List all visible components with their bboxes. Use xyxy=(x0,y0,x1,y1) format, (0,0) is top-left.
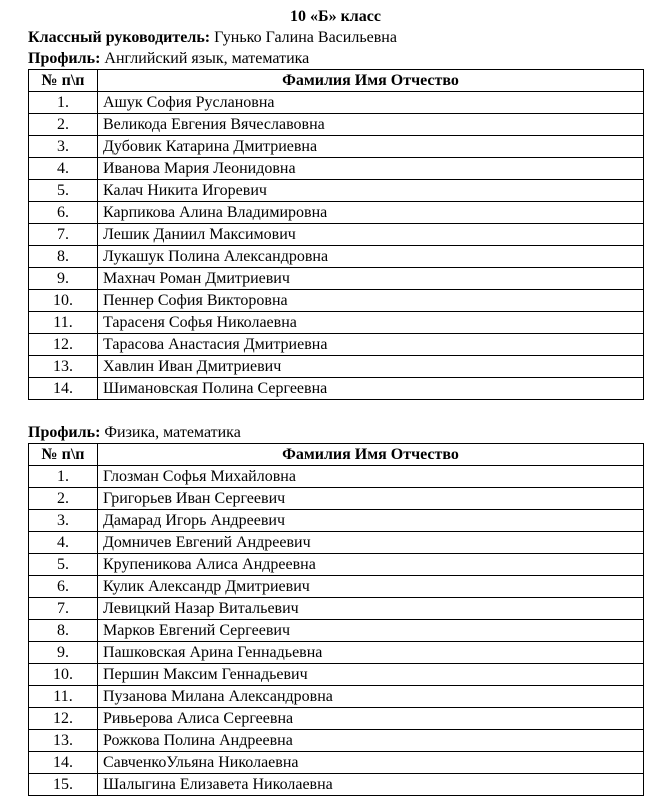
table-row xyxy=(29,488,644,510)
profile-label: Профиль: xyxy=(28,50,101,67)
table-row xyxy=(29,92,644,114)
row-number: 13. xyxy=(29,730,98,752)
table-row xyxy=(29,686,644,708)
class-teacher-label: Классный руководитель: xyxy=(28,29,211,46)
row-number: 7. xyxy=(29,598,98,620)
table-header-row xyxy=(29,70,644,92)
student-name: Хавлин Иван Дмитриевич xyxy=(98,356,644,378)
table-row xyxy=(29,246,644,268)
table-row xyxy=(29,730,644,752)
table-row xyxy=(29,510,644,532)
row-number: 1. xyxy=(29,466,98,488)
student-name: Ривьерова Алиса Сергеевна xyxy=(98,708,644,730)
row-number: 11. xyxy=(29,686,98,708)
student-name: Дубовик Катарина Дмитриевна xyxy=(98,136,644,158)
row-number: 3. xyxy=(29,136,98,158)
row-number: 3. xyxy=(29,510,98,532)
row-number: 6. xyxy=(29,576,98,598)
table-row xyxy=(29,576,644,598)
table-row xyxy=(29,708,644,730)
student-name: Дамарад Игорь Андреевич xyxy=(98,510,644,532)
row-number: 5. xyxy=(29,180,98,202)
student-name: Шимановская Полина Сергеевна xyxy=(98,378,644,400)
student-name: Великода Евгения Вячеславовна xyxy=(98,114,644,136)
student-table-2 xyxy=(28,443,644,796)
row-number: 4. xyxy=(29,532,98,554)
row-number: 5. xyxy=(29,554,98,576)
row-number: 15. xyxy=(29,774,98,796)
column-header-number: № п\п xyxy=(29,70,98,92)
column-header-number: № п\п xyxy=(29,444,98,466)
student-table-2-body xyxy=(29,466,644,796)
table-row xyxy=(29,158,644,180)
student-name: Рожкова Полина Андреевна xyxy=(98,730,644,752)
student-name: Шалыгина Елизавета Николаевна xyxy=(98,774,644,796)
student-name: СавченкоУльяна Николаевна xyxy=(98,752,644,774)
section-gap xyxy=(28,400,643,422)
student-name: Крупеникова Алиса Андреевна xyxy=(98,554,644,576)
table-row xyxy=(29,224,644,246)
document-page xyxy=(28,7,643,796)
student-name: Першин Максим Геннадьевич xyxy=(98,664,644,686)
profile-label: Профиль: xyxy=(28,424,101,441)
table-row xyxy=(29,312,644,334)
profile-value: Физика, математика xyxy=(100,424,241,441)
row-number: 8. xyxy=(29,246,98,268)
student-name: Ашук София Руслановна xyxy=(98,92,644,114)
row-number: 9. xyxy=(29,268,98,290)
class-title: 10 «Б» класс xyxy=(290,8,381,25)
student-table-1-body xyxy=(29,92,644,400)
profile-value: Английский язык, математика xyxy=(100,50,310,67)
student-name: Пеннер София Викторовна xyxy=(98,290,644,312)
row-number: 12. xyxy=(29,334,98,356)
student-name: Пузанова Милана Александровна xyxy=(98,686,644,708)
table-row xyxy=(29,268,644,290)
table-row xyxy=(29,554,644,576)
table-row xyxy=(29,664,644,686)
row-number: 4. xyxy=(29,158,98,180)
student-name: Марков Евгений Сергеевич xyxy=(98,620,644,642)
table-row xyxy=(29,114,644,136)
row-number: 7. xyxy=(29,224,98,246)
student-name: Калач Никита Игоревич xyxy=(98,180,644,202)
student-name: Лукашук Полина Александровна xyxy=(98,246,644,268)
row-number: 10. xyxy=(29,664,98,686)
row-number: 14. xyxy=(29,378,98,400)
column-header-name: Фамилия Имя Отчество xyxy=(98,70,644,92)
table-row xyxy=(29,598,644,620)
profile-line-2 xyxy=(28,422,643,443)
table-row xyxy=(29,642,644,664)
class-teacher-value: Гунько Галина Васильевна xyxy=(210,29,397,46)
row-number: 13. xyxy=(29,356,98,378)
profile-line-1 xyxy=(28,48,643,69)
row-number: 6. xyxy=(29,202,98,224)
student-name: Домничев Евгений Андреевич xyxy=(98,532,644,554)
student-name: Пашковская Арина Геннадьевна xyxy=(98,642,644,664)
table-row xyxy=(29,752,644,774)
table-row xyxy=(29,620,644,642)
table-header-row xyxy=(29,444,644,466)
student-name: Глозман Софья Михайловна xyxy=(98,466,644,488)
table-row xyxy=(29,774,644,796)
table-row xyxy=(29,378,644,400)
student-name: Иванова Мария Леонидовна xyxy=(98,158,644,180)
student-name: Махнач Роман Дмитриевич xyxy=(98,268,644,290)
row-number: 8. xyxy=(29,620,98,642)
row-number: 2. xyxy=(29,114,98,136)
row-number: 14. xyxy=(29,752,98,774)
table-row xyxy=(29,356,644,378)
student-name: Лешик Даниил Максимович xyxy=(98,224,644,246)
table-row xyxy=(29,334,644,356)
class-teacher-line xyxy=(28,27,643,48)
table-row xyxy=(29,136,644,158)
table-row xyxy=(29,290,644,312)
row-number: 11. xyxy=(29,312,98,334)
student-name: Тарасеня Софья Николаевна xyxy=(98,312,644,334)
student-name: Карпикова Алина Владимировна xyxy=(98,202,644,224)
student-name: Левицкий Назар Витальевич xyxy=(98,598,644,620)
row-number: 2. xyxy=(29,488,98,510)
student-name: Тарасова Анастасия Дмитриевна xyxy=(98,334,644,356)
student-table-1 xyxy=(28,69,644,400)
row-number: 1. xyxy=(29,92,98,114)
column-header-name: Фамилия Имя Отчество xyxy=(98,444,644,466)
table-row xyxy=(29,466,644,488)
row-number: 10. xyxy=(29,290,98,312)
row-number: 9. xyxy=(29,642,98,664)
table-row xyxy=(29,202,644,224)
student-name: Григорьев Иван Сергеевич xyxy=(98,488,644,510)
table-row xyxy=(29,532,644,554)
row-number: 12. xyxy=(29,708,98,730)
student-name: Кулик Александр Дмитриевич xyxy=(98,576,644,598)
table-row xyxy=(29,180,644,202)
